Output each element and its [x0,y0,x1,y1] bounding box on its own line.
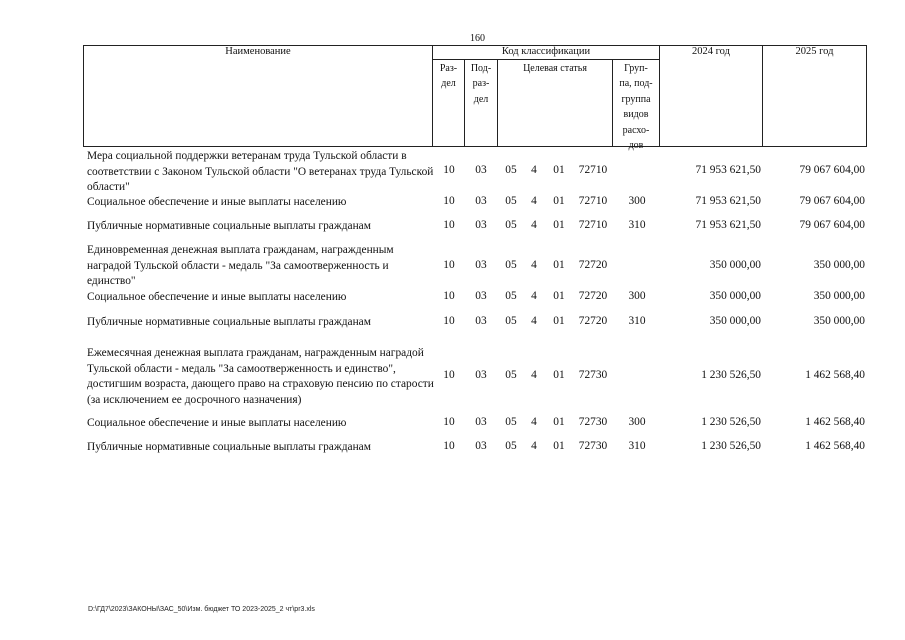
row-group: 310 [628,219,646,231]
row-code-3: 01 [553,164,565,176]
row-value-2024: 1 230 526,50 [701,440,761,452]
row-podrazdel: 03 [475,369,487,381]
row-razdel: 10 [443,369,455,381]
row-podrazdel: 03 [475,315,487,327]
row-code-3: 01 [553,290,565,302]
row-code-2: 4 [531,416,537,428]
row-value-2024: 71 953 621,50 [695,195,761,207]
header-name: Наименование [225,46,291,57]
row-podrazdel: 03 [475,290,487,302]
header-razdel: Раз- дел [439,63,458,90]
row-code-3: 01 [553,440,565,452]
header-target-article: Целевая статья [523,63,587,74]
row-code-2: 4 [531,440,537,452]
row-code-4: 72730 [578,440,608,452]
row-group: 310 [628,315,646,327]
row-code-2: 4 [531,259,537,271]
row-code-2: 4 [531,315,537,327]
row-value-2025: 1 462 568,40 [805,416,865,428]
row-code-2: 4 [531,219,537,231]
row-code-2: 4 [531,195,537,207]
row-code-4: 72720 [578,290,608,302]
row-value-2024: 350 000,00 [709,259,761,271]
row-code-1: 05 [505,369,517,381]
row-code-4: 72710 [578,219,608,231]
row-code-1: 05 [505,259,517,271]
row-code-1: 05 [505,195,517,207]
row-value-2025: 1 462 568,40 [805,369,865,381]
row-name: Социальное обеспечение и иные выплаты населению [87,291,347,303]
row-code-4: 72720 [578,259,608,271]
row-code-4: 72710 [578,195,608,207]
row-name: Мера социальной поддержки ветеранам труда Тульской области в соответствии с Законом Тульской области "О ветеранах труда Тульской области" [87,150,434,193]
row-podrazdel: 03 [475,219,487,231]
row-name: Публичные нормативные социальные выплаты гражданам [87,220,371,232]
row-value-2025: 350 000,00 [813,315,865,327]
row-razdel: 10 [443,315,455,327]
header-expense-group: Груп- па, под- группа видов расхо- дов [619,63,653,152]
page-number: 160 [470,33,485,44]
row-razdel: 10 [443,195,455,207]
row-code-3: 01 [553,219,565,231]
row-group: 310 [628,440,646,452]
row-code-1: 05 [505,164,517,176]
row-razdel: 10 [443,219,455,231]
row-value-2024: 71 953 621,50 [695,164,761,176]
row-code-2: 4 [531,290,537,302]
row-name: Публичные нормативные социальные выплаты гражданам [87,441,371,453]
row-code-1: 05 [505,290,517,302]
row-code-3: 01 [553,416,565,428]
row-code-4: 72710 [578,164,608,176]
row-value-2024: 1 230 526,50 [701,369,761,381]
row-code-4: 72730 [578,416,608,428]
row-code-2: 4 [531,164,537,176]
row-razdel: 10 [443,259,455,271]
row-razdel: 10 [443,416,455,428]
row-code-1: 05 [505,219,517,231]
footer-file-path: D:\ГД7\2023\ЗАКОНЫ\ЗАС_50\Изм. бюджет ТО 2023-2025_2 чт\pr3.xls [88,606,315,613]
row-name: Социальное обеспечение и иные выплаты населению [87,196,347,208]
row-podrazdel: 03 [475,164,487,176]
row-razdel: 10 [443,164,455,176]
row-code-2: 4 [531,369,537,381]
row-value-2024: 350 000,00 [709,290,761,302]
row-podrazdel: 03 [475,195,487,207]
row-value-2025: 79 067 604,00 [799,219,865,231]
row-code-1: 05 [505,416,517,428]
row-name: Единовременная денежная выплата гражданам, награжденным наградой Тульской области - медаль "За самоотверженность и единство" [87,244,394,287]
row-group: 300 [628,195,646,207]
row-value-2025: 79 067 604,00 [799,195,865,207]
row-podrazdel: 03 [475,416,487,428]
row-code-1: 05 [505,315,517,327]
row-razdel: 10 [443,290,455,302]
row-podrazdel: 03 [475,259,487,271]
row-value-2025: 79 067 604,00 [799,164,865,176]
row-code-3: 01 [553,259,565,271]
header-year-2025: 2025 год [795,46,834,57]
row-code-3: 01 [553,195,565,207]
row-group: 300 [628,416,646,428]
row-name: Социальное обеспечение и иные выплаты населению [87,417,347,429]
row-name: Ежемесячная денежная выплата гражданам, награжденным наградой Тульской области - медаль "За самоотверженность и единство", достигшим возраста, дающего право на страховую пенсию по старости (за исключением ее досрочного назначения) [87,347,434,406]
row-code-4: 72730 [578,369,608,381]
row-group: 300 [628,290,646,302]
row-value-2024: 1 230 526,50 [701,416,761,428]
row-value-2024: 350 000,00 [709,315,761,327]
header-podrazdel: Под- раз- дел [470,63,492,105]
row-code-1: 05 [505,440,517,452]
row-value-2024: 71 953 621,50 [695,219,761,231]
row-name: Публичные нормативные социальные выплаты гражданам [87,316,371,328]
row-code-4: 72720 [578,315,608,327]
row-razdel: 10 [443,440,455,452]
row-value-2025: 350 000,00 [813,259,865,271]
row-code-3: 01 [553,315,565,327]
row-value-2025: 350 000,00 [813,290,865,302]
header-code: Код классификации [501,46,591,57]
row-value-2025: 1 462 568,40 [805,440,865,452]
row-code-3: 01 [553,369,565,381]
header-year-2024: 2024 год [692,46,730,57]
row-podrazdel: 03 [475,440,487,452]
